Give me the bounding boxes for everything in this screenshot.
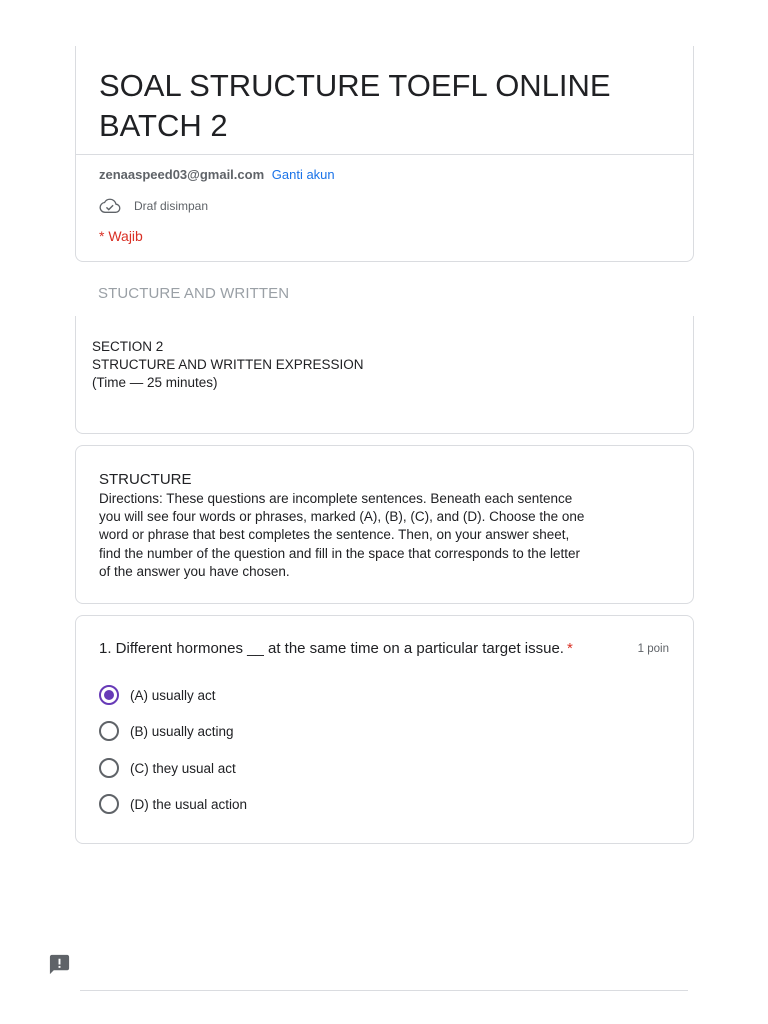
- option-d[interactable]: [99, 792, 247, 816]
- directions-text: Directions: These questions are incomplete sentences. Beneath each sentence you will see four words or phrases, marked (A), (B), (C), and (D). Choose the one word or phrase that best completes the sentence. Then, on your answer sheet, find the number of the question and fill in the space that corresponds to the letter of the answer you have chosen.: [99, 491, 585, 579]
- radio-button[interactable]: [99, 758, 119, 778]
- section-description-line: SECTION 2: [92, 339, 164, 354]
- directions-title: STRUCTURE: [99, 471, 192, 488]
- switch-account-link[interactable]: Ganti akun: [271, 167, 335, 182]
- draft-status-row: [99, 196, 208, 216]
- required-note: * Wajib: [99, 228, 143, 244]
- section-description-card: [75, 316, 694, 434]
- header-divider: [76, 154, 693, 155]
- cloud-check-icon: [99, 198, 121, 214]
- section-title: STUCTURE AND WRITTEN: [98, 285, 290, 302]
- section-description: [92, 338, 364, 392]
- account-email: zenaaspeed03@gmail.com: [99, 167, 265, 182]
- section-description-line: STRUCTURE AND WRITTEN EXPRESSION: [92, 357, 364, 372]
- question-text: 1. Different hormones __ at the same time on a particular target issue.: [99, 640, 564, 657]
- option-label: (B) usually acting: [130, 723, 234, 739]
- option-label: (A) usually act: [130, 687, 216, 703]
- question-points: 1 poin: [637, 643, 669, 655]
- question-title: [99, 639, 573, 659]
- radio-button[interactable]: [99, 685, 119, 705]
- required-asterisk: *: [566, 640, 573, 657]
- radio-button[interactable]: [99, 794, 119, 814]
- draft-status-text: Draf disimpan: [134, 199, 209, 213]
- form-header-card: [75, 46, 694, 262]
- account-row: [99, 166, 335, 184]
- footer-divider: [80, 990, 688, 991]
- option-b[interactable]: [99, 719, 234, 743]
- question-card: [75, 615, 694, 844]
- option-label: (D) the usual action: [130, 796, 248, 812]
- feedback-icon[interactable]: [48, 953, 71, 976]
- option-label: (C) they usual act: [130, 760, 236, 776]
- directions-card: [75, 445, 694, 604]
- option-c[interactable]: [99, 756, 236, 780]
- section-description-line: (Time — 25 minutes): [92, 375, 218, 390]
- form-title: SOAL STRUCTURE TOEFL ONLINE BATCH 2: [99, 68, 611, 143]
- option-a[interactable]: [99, 683, 216, 707]
- radio-button[interactable]: [99, 721, 119, 741]
